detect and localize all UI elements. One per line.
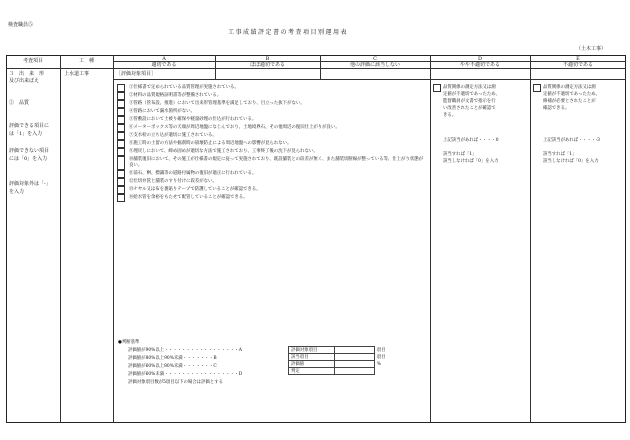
item-checkbox[interactable]: [117, 170, 125, 178]
criteria-line: 評価値が60%以上80%未満・・・・・・・C: [128, 364, 217, 369]
grade-a-letter: A: [162, 55, 166, 62]
result-unit: 項目: [376, 348, 386, 353]
criteria-line: 評価値が60%未満・・・・・・・・・・・・・・・・・D: [128, 372, 243, 377]
grade-b-letter: B: [265, 55, 270, 62]
item-checkbox[interactable]: [117, 84, 125, 92]
item-checkbox[interactable]: [117, 108, 125, 116]
grade-d-letter: D: [477, 55, 482, 62]
grade-e-desc: 不適切である: [562, 62, 593, 68]
item-checkbox[interactable]: [117, 148, 125, 156]
result-value-cell[interactable]: [334, 354, 374, 361]
item-3: ③管路（管布設、推進）において出来形管理基準を満足しており、目立った抜下がない。: [129, 101, 305, 106]
header-item: 考査項目: [22, 58, 43, 64]
item-2: ②材料の品質規格証明書等が整備されている。: [129, 93, 222, 98]
grid-line: [6, 68, 626, 69]
d-rule-line3: 該当しなければ「0」を入力: [443, 159, 499, 164]
result-table: [288, 346, 393, 375]
item-checkbox[interactable]: [117, 92, 125, 100]
note2-line2: には「0」を入力: [9, 156, 48, 162]
d-check-line1: 品質関係の測定方法又は測: [443, 85, 496, 90]
e-check-line2: 定値が不適切であったため、: [543, 92, 600, 97]
grade-b-desc: ほぼ適切である: [249, 62, 285, 68]
d-rule-line2: 該当すれば「1」: [443, 152, 477, 157]
grid-line: [60, 55, 61, 423]
grade-a-desc: 適切である: [151, 62, 177, 68]
result-row: [289, 361, 393, 368]
item-4: ④管路において漏水箇所がない。: [129, 109, 195, 114]
d-check-line3: 監督職員が文書で指示を行: [443, 99, 496, 104]
grade-d-desc: やや不適切である: [459, 62, 500, 68]
result-unit: [374, 368, 392, 375]
item-checkbox[interactable]: [117, 156, 125, 170]
item-checkbox[interactable]: [117, 194, 125, 202]
grid-line: [530, 55, 531, 423]
item-14: ⑭給水管を余裕をもたせて配管していることが確認できる。: [129, 195, 248, 200]
item-7: ⑦支水栓の立ち込が適切に施工されている。: [129, 133, 217, 138]
item-6: ⑥メーターボックス等の天端が周辺地盤になじんでおり、土地境界石、その他周辺の復旧仕上がりが良い。: [129, 125, 340, 130]
e-rule-line1: 上記該当があれば・・・・-3: [543, 138, 600, 143]
grade-c-desc: 他の評価に該当しない: [349, 62, 400, 68]
unit-label: （土木工事）: [576, 46, 607, 52]
result-unit: %: [376, 361, 381, 367]
item-11: ⑪前石、桝、標識等の道路付属物の復旧が適正に行われている。: [129, 171, 257, 176]
item-line2: 及び出来ばえ: [9, 78, 40, 84]
result-label: 該当項目: [289, 354, 335, 361]
note3-line1: 評価対象外は「-」: [9, 181, 51, 187]
result-label: 評価対象項目: [289, 347, 335, 354]
item-checkbox[interactable]: [117, 186, 125, 194]
eval-heading: ［評価対象項目］: [116, 71, 157, 77]
grid-line: [113, 79, 626, 80]
item-1: ①仕様書で定められている品質管理が実施されている。: [129, 85, 239, 90]
item-checkbox[interactable]: [117, 100, 125, 108]
page-title: 工事成績評定書の考査項目別運用表: [228, 29, 349, 36]
criteria-line: 評価対象項目数が5項目以下の場合は評価とする: [128, 380, 223, 385]
e-rule-line2: 該当すれば「1」: [543, 152, 577, 157]
e-check-line4: 確認できる。: [543, 106, 570, 111]
item-checkbox[interactable]: [117, 116, 125, 124]
result-row: [289, 354, 393, 361]
result-value-cell[interactable]: [334, 361, 374, 368]
note1-line2: は「1」を入力: [9, 131, 43, 137]
sub-item-quality: ② 品質: [9, 100, 30, 106]
result-row: [289, 368, 393, 375]
criteria-line: 評価値が80%以上90%未満・・・・・・・B: [128, 356, 217, 361]
result-label: 判定: [289, 368, 335, 375]
e-rule-line3: 該当しなければ「0」を入力: [543, 159, 599, 164]
d-check-line2: 定値が不適切であったため、: [443, 92, 500, 97]
criteria-heading: ●判断基準: [118, 340, 140, 345]
result-value-cell[interactable]: [334, 347, 374, 354]
d-checkbox[interactable]: [433, 84, 441, 92]
grade-e-letter: E: [576, 55, 580, 62]
grade-c-letter: C: [373, 55, 377, 62]
grid-line: [430, 55, 431, 423]
note2-line1: 評価できない項目: [9, 148, 50, 154]
item-checkbox[interactable]: [117, 124, 125, 132]
d-check-line4: い改善されたことが確認で: [443, 106, 496, 111]
item-checkbox[interactable]: [117, 140, 125, 148]
item-12: ⑫仕切弁筐と舗装のすり付けに段差がない。: [129, 179, 217, 184]
item-line1: ３ 出 来 形: [9, 71, 45, 77]
doc-label: 検査職員⑤: [8, 22, 34, 28]
grid-line: [113, 55, 114, 423]
result-unit: 項目: [376, 355, 386, 360]
e-check-line1: 品質関係の測定方法又は測: [543, 85, 596, 90]
d-check-line5: きる。: [443, 113, 457, 118]
result-value-cell[interactable]: [334, 368, 374, 375]
d-rule-line1: 上記該当があれば・・・・0: [443, 138, 499, 143]
item-9: ⑨埋戻しにおいて、締め固めが適切な方法で施工されており、工事終了後の沈下が見られない。: [129, 149, 318, 154]
item-5: ⑤管敷設において土被り確保や軽量砂埋の仕込が行われている。: [129, 117, 257, 122]
item-8: ⑧施工時の土留の方法や掘削時の崩壊防止による周辺地盤への影響が見られない。: [129, 141, 292, 146]
item-checkbox[interactable]: [117, 178, 125, 186]
header-work-type: 工 種: [78, 58, 94, 64]
result-label: 評価値: [289, 361, 335, 368]
item-13: ⑬ナヤル又は布を裏貼りテープで防護していることが確認できる。: [129, 187, 261, 192]
result-row: [289, 347, 393, 354]
item-10: ⑩舗装復旧において、その施工が仕様書の規定に従って実施されており、既設舗装との段差が無く、また舗装切断線が整っている等、仕上がり状態が良い。: [129, 157, 424, 168]
e-check-line3: 修補が必要とされたことが: [543, 99, 596, 104]
note3-line2: を入力: [9, 189, 25, 195]
e-checkbox[interactable]: [533, 84, 541, 92]
note1-line1: 評価できる項目に: [9, 123, 50, 129]
work-type: 上水道工事: [64, 71, 90, 77]
criteria-line: 評価値が90%以上・・・・・・・・・・・・・・・・・A: [128, 348, 242, 353]
item-checkbox[interactable]: [117, 132, 125, 140]
